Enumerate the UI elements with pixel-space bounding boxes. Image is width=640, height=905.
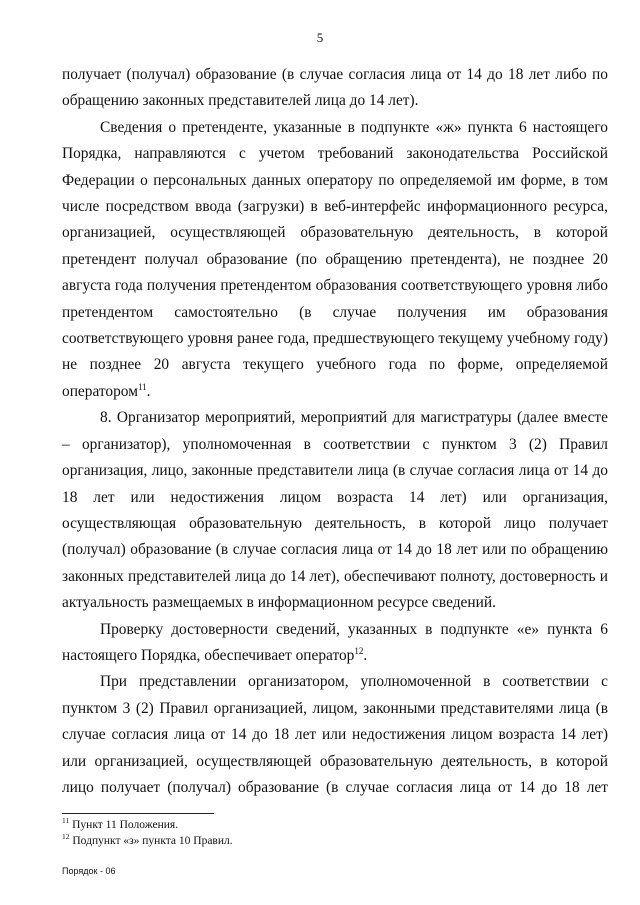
footnote-divider bbox=[62, 813, 214, 814]
paragraph-applicant-info: Сведения о претенденте, указанные в подпункте «ж» пункта 6 настоящего Порядка, направляются с учетом требований законодательства Российской Федерации о персональных данных оператору по определяемой им форме, в том числе посредством ввода (загрузки) в веб-интерфейс информационного ресурса, организацией, осуществляющей образовательную деятельность, в которой претендент получал образование (по обращению претендента), не позднее 20 августа года получения претендентом образования соответствующего уровня либо претендентом самостоятельно (в случае получения им образования соответствующего уровня ранее года, предшествующего текущему учебному году) не позднее 20 августа текущего учебного года по форме, определяемой оператором$^{11}$. bbox=[62, 118, 608, 400]
page-number: 5 bbox=[316, 30, 324, 45]
footnote-ref-11[interactable]: 11 bbox=[137, 381, 147, 392]
paragraph-item-8: 8. Организатор мероприятий, мероприятий для магистратуры (далее вместе – организатор), уполномоченная в соответствии с пунктом 3 (2) Правил организация, лицо, законные представители лица (в случае согласия лица от 14 до 18 лет или недостижения лицом возраста 14 лет) или организация, осуществляющая образовательную деятельность, в которой лицо получает (получал) образование (в случае согласия лица от 14 до 18 лет или по обращению законных представителей лица до 14 лет), обеспечивают полноту, достоверность и актуальность размещаемых в информационном ресурсе сведений. bbox=[62, 409, 608, 612]
document-code: Порядок - 06 bbox=[62, 866, 116, 876]
footnote-12: $^{12}$ Подпункт «з» пункта 10 Правил. bbox=[62, 832, 233, 847]
paragraph-submission: При представлении организатором, уполномоченной в соответствии с пунктом 3 (2) Правил организацией, лицом, законными представителями лица (в случае согласия лица от 14 до 18 лет или недостижения лицом возраста 14 лет) или организацией, осуществляющей образовательную деятельность, в которой лицо получает (получал) образование (в случае согласия лица от 14 до 18 лет bbox=[62, 673, 608, 796]
paragraph-verification: Проверку достоверности сведений, указанных в подпункте «е» пункта 6 настоящего Порядка, обеспечивает оператор$^{12}$. bbox=[62, 620, 608, 664]
footnotes bbox=[62, 817, 602, 849]
footnote-ref-12[interactable]: 12 bbox=[354, 645, 364, 656]
footnote-11: $^{11}$ Пункт 11 Положения. bbox=[62, 816, 179, 831]
paragraph-continuation: получает (получал) образование (в случае согласия лица от 14 до 18 лет либо по обращению законных представителей лица до 14 лет). bbox=[62, 66, 608, 110]
document-body bbox=[62, 62, 608, 801]
